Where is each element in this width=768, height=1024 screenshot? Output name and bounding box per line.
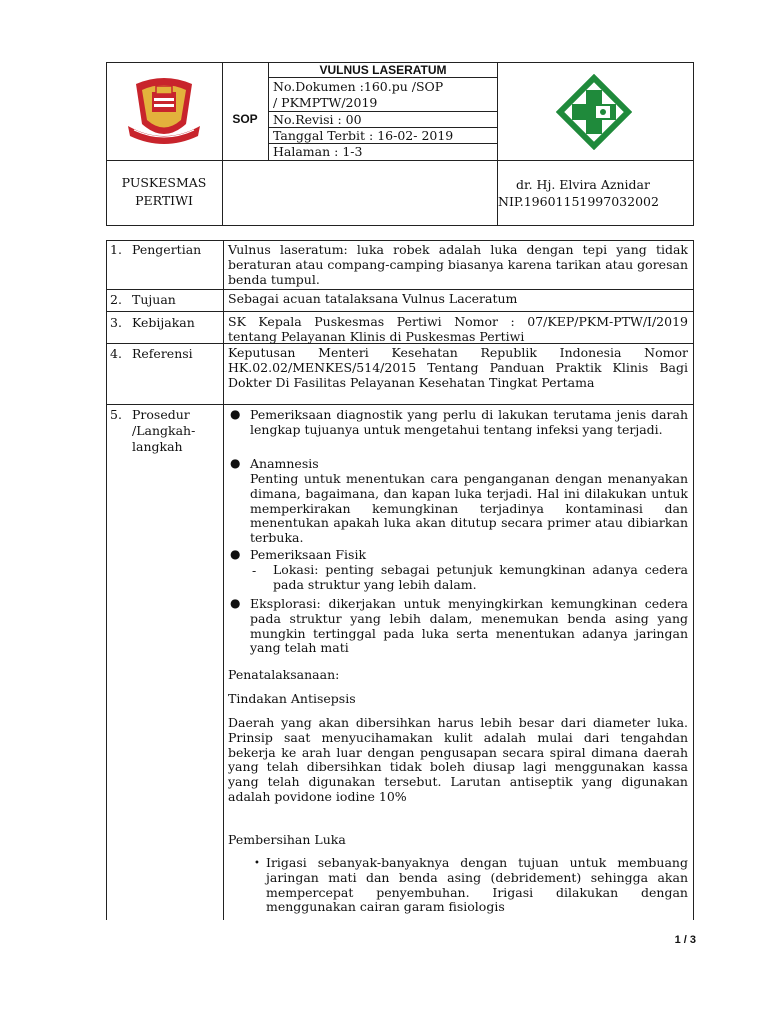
doc-issue-date: Tanggal Terbit : 16-02- 2019 <box>273 128 454 143</box>
bullet-dot: • <box>254 858 260 869</box>
kebijakan-text: SK Kepala Puskesmas Pertiwi Nomor : 07/KEP/PKM-PTW/I/2019 tentang Pelayanan Klinis di Puskesmas Pertiwi <box>228 314 688 344</box>
content-divider <box>223 240 224 920</box>
procedure-diagnostic: Pemeriksaan diagnostik yang perlu di lakukan terutama jenis darah lengkap tujuanya untuk mengetahui tentang infeksi yang terjadi. <box>250 407 688 437</box>
doc-revision: No.Revisi : 00 <box>273 112 362 127</box>
pengertian-text: Vulnus laseratum: luka robek adalah luka dengan tepi yang tidak beraturan atau compang-camping biasanya karena tarikan atau goresan benda tumpul. <box>228 242 688 287</box>
row-divider <box>106 289 694 290</box>
procedure-physical-title: Pemeriksaan Fisik <box>250 547 367 562</box>
tindakan-text: Daerah yang akan dibersihkan harus lebih besar dari diameter luka. Prinsip saat menyucihamakan kulit adalah mulai dari tengahdan bekerja ke arah luar dengan pengusapan secara spiral dimana daerah yang telah dibersihkan tidak boleh diusap lagi menggunakan kassa yang telah digunakan tersebut. Larutan antiseptik yang digunakan adalah povidone iodine 10% <box>228 715 688 804</box>
doc-number: No.Dokumen :160.pu /SOP <box>273 79 444 94</box>
procedure-anamnesis-title: Anamnesis <box>250 456 319 471</box>
puskesmas-cross-icon <box>556 74 632 150</box>
pembersihan-irigasi: Irigasi sebanyak-banyaknya dengan tujuan untuk membuang jaringan mati dan benda asing (debridement) sehingga akan mempercepat penyembuhan. Irigasi dilakukan dengan menggunakan cairan garam fisiologis <box>266 855 688 915</box>
penatalaksanaan-heading: Penatalaksanaan: <box>228 667 340 682</box>
city-emblem-icon <box>124 70 204 150</box>
header-divider <box>106 160 694 161</box>
bullet-dot: ● <box>230 547 241 561</box>
signer-nip: NIP.19601151997032002 <box>498 194 659 209</box>
doc-number-cont: / PKMPTW/2019 <box>273 95 378 110</box>
header-divider <box>268 77 497 78</box>
page-number: 1 / 3 <box>674 934 696 946</box>
organization-name: PUSKESMAS PERTIWI <box>121 175 207 208</box>
procedure-anamnesis-text: Penting untuk menentukan cara penganganan dengan menanyakan dimana, bagaimana, dan kapan luka terjadi. Hal ini dilakukan untuk memperkirakan kemungkinan terjadinya kontaminasi dan menentukan apakah luka akan ditutup secara primer atau dibiarkan terbuka. <box>250 471 688 546</box>
header-divider <box>222 62 223 226</box>
document-title: VULNUS LASERATUM <box>319 63 447 77</box>
bullet-dot: ● <box>230 596 241 610</box>
row-divider <box>106 311 694 312</box>
row-divider <box>106 404 694 405</box>
row-label-referensi: 4. Referensi <box>110 346 193 361</box>
row-label-pengertian: 1. Pengertian <box>110 242 202 257</box>
signer-name: dr. Hj. Elvira Aznidar <box>516 177 650 192</box>
row-label-tujuan: 2. Tujuan <box>110 292 176 307</box>
bullet-dot: ● <box>230 407 241 421</box>
doc-page-range: Halaman : 1-3 <box>273 144 363 159</box>
row-label-prosedur: 5. Prosedur /Langkah- langkah <box>110 407 196 454</box>
procedure-location: Lokasi: penting sebagai petunjuk kemungkinan adanya cedera pada struktur yang lebih dalam. <box>273 562 688 592</box>
bullet-dot: ● <box>230 456 241 470</box>
pembersihan-heading: Pembersihan Luka <box>228 832 346 847</box>
row-label-kebijakan: 3. Kebijakan <box>110 315 195 330</box>
sop-label: SOP <box>232 112 258 126</box>
procedure-exploration: Eksplorasi: dikerjakan untuk menyingkirkan kemungkinan cedera pada struktur yang lebih dalam, menemukan benda asing yang mungkin tertinggal pada luka serta menentukan adanya jaringan yang telah mati <box>250 596 688 656</box>
dash-marker: - <box>252 563 257 578</box>
referensi-text: Keputusan Menteri Kesehatan Republik Indonesia Nomor HK.02.02/MENKES/514/2015 Tentang Panduan Praktik Klinis Bagi Dokter Di Fasilitas Pelayanan Kesehatan Tingkat Pertama <box>228 345 688 390</box>
tindakan-heading: Tindakan Antisepsis <box>228 691 356 706</box>
signature-block <box>498 176 694 210</box>
tujuan-text: Sebagai acuan tatalaksana Vulnus Laceratum <box>228 291 518 306</box>
